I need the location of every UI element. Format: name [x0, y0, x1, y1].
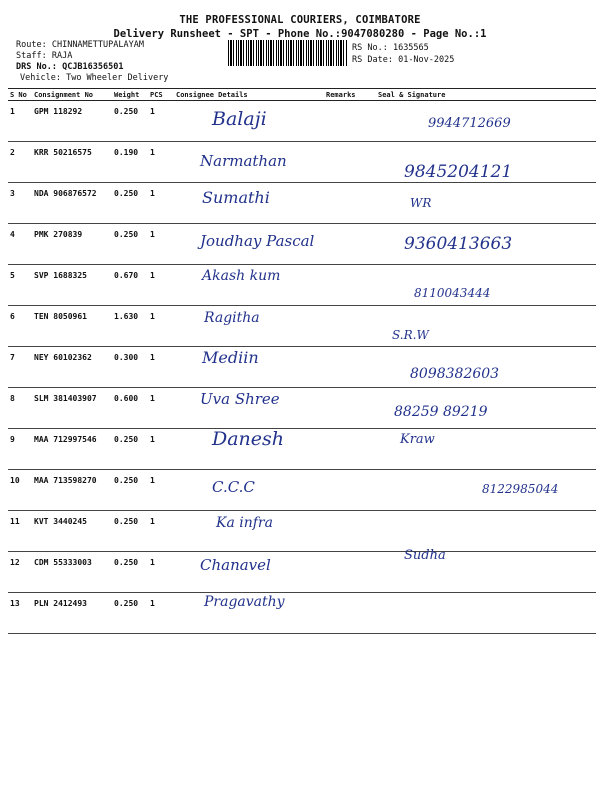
table-row — [8, 470, 596, 511]
barcode — [228, 40, 348, 66]
sno-cell: 3 — [8, 183, 32, 224]
table-row — [8, 101, 596, 142]
table-row — [8, 306, 596, 347]
pcs-cell: 1 — [148, 224, 174, 265]
remarks-cell — [324, 429, 376, 470]
pcs-cell: 1 — [148, 347, 174, 388]
consignee-handwriting: Pragavathy — [204, 594, 285, 610]
remarks-cell — [324, 265, 376, 306]
signature-cell — [376, 265, 596, 306]
signature-cell — [376, 470, 596, 511]
consignee-cell — [174, 593, 324, 634]
route-value: CHINNAMETTUPALAYAM — [51, 40, 144, 50]
table-row — [8, 388, 596, 429]
consignee-handwriting: Ragitha — [204, 310, 260, 326]
consignee-cell — [174, 224, 324, 265]
remarks-cell — [324, 593, 376, 634]
consignee-cell — [174, 265, 324, 306]
consignee-handwriting: Chanavel — [200, 556, 271, 574]
weight-cell: 0.670 — [112, 265, 148, 306]
table-row — [8, 552, 596, 593]
weight-cell: 0.250 — [112, 593, 148, 634]
weight-cell: 0.190 — [112, 142, 148, 183]
table-row — [8, 265, 596, 306]
vehicle-line — [20, 73, 168, 83]
runsheet-title: Delivery Runsheet - SPT - Phone No.:9047080280 - Page No.:1 — [113, 28, 487, 40]
consignment-cell: MAA 712997546 — [32, 429, 112, 470]
consignment-cell: KVT 3440245 — [32, 511, 112, 552]
table-row — [8, 142, 596, 183]
consignee-cell — [174, 388, 324, 429]
pcs-cell: 1 — [148, 593, 174, 634]
table-row — [8, 511, 596, 552]
weight-cell: 0.250 — [112, 224, 148, 265]
table-header — [8, 89, 596, 101]
remarks-cell — [324, 347, 376, 388]
route-line — [16, 40, 144, 50]
weight-cell: 0.250 — [112, 511, 148, 552]
signature-cell — [376, 511, 596, 552]
consignee-handwriting: Balaji — [212, 108, 267, 130]
consignment-cell: GPM 118292 — [32, 101, 112, 142]
rs-no-value: 1635565 — [392, 43, 429, 53]
consignment-cell: NEY 60102362 — [32, 347, 112, 388]
col-sno: S No — [8, 89, 32, 101]
signature-cell — [376, 388, 596, 429]
consignment-cell: KRR 50216575 — [32, 142, 112, 183]
remarks-cell — [324, 552, 376, 593]
sno-cell: 1 — [8, 101, 32, 142]
sno-cell: 5 — [8, 265, 32, 306]
drs-line — [16, 62, 124, 72]
signature-cell — [376, 101, 596, 142]
consignee-cell — [174, 552, 324, 593]
consignee-handwriting: Joudhay Pascal — [200, 232, 315, 250]
weight-cell: 0.600 — [112, 388, 148, 429]
rs-date-label: RS Date: — [352, 55, 393, 65]
sno-cell: 2 — [8, 142, 32, 183]
consignee-handwriting: Mediin — [202, 348, 259, 367]
signature-handwriting: 8098382603 — [410, 366, 500, 382]
signature-cell — [376, 224, 596, 265]
consignee-handwriting: Narmathan — [200, 152, 287, 170]
signature-cell — [376, 306, 596, 347]
signature-handwriting: 8110043444 — [414, 286, 491, 300]
consignment-cell: PMK 270839 — [32, 224, 112, 265]
consignment-cell: MAA 713598270 — [32, 470, 112, 511]
col-pcs: PCS — [148, 89, 174, 101]
weight-cell: 0.300 — [112, 347, 148, 388]
weight-cell: 1.630 — [112, 306, 148, 347]
weight-cell: 0.250 — [112, 183, 148, 224]
remarks-cell — [324, 388, 376, 429]
vehicle-label: Vehicle: — [20, 73, 61, 83]
consignee-handwriting: Ka infra — [216, 515, 273, 531]
route-label: Route: — [16, 40, 47, 50]
signature-handwriting: 9845204121 — [404, 162, 513, 182]
signature-handwriting: 9944712669 — [428, 116, 511, 131]
remarks-cell — [324, 224, 376, 265]
col-weight: Weight — [112, 89, 148, 101]
table-body — [8, 101, 596, 634]
sno-cell: 12 — [8, 552, 32, 593]
signature-cell — [376, 142, 596, 183]
remarks-cell — [324, 142, 376, 183]
sno-cell: 11 — [8, 511, 32, 552]
table-row — [8, 429, 596, 470]
weight-cell: 0.250 — [112, 101, 148, 142]
signature-cell — [376, 347, 596, 388]
signature-handwriting: 88259 89219 — [394, 404, 488, 420]
remarks-cell — [324, 511, 376, 552]
signature-handwriting: Kraw — [400, 432, 435, 447]
signature-handwriting: Sudha — [404, 548, 446, 563]
sno-cell: 10 — [8, 470, 32, 511]
delivery-table — [8, 88, 596, 634]
drs-label: DRS No.: — [16, 62, 57, 72]
signature-cell — [376, 183, 596, 224]
sno-cell: 8 — [8, 388, 32, 429]
remarks-cell — [324, 470, 376, 511]
weight-cell: 0.250 — [112, 429, 148, 470]
sno-cell: 6 — [8, 306, 32, 347]
pcs-cell: 1 — [148, 265, 174, 306]
table-row — [8, 224, 596, 265]
col-consignment: Consignment No — [32, 89, 112, 101]
sno-cell: 13 — [8, 593, 32, 634]
pcs-cell: 1 — [148, 429, 174, 470]
consignee-cell — [174, 101, 324, 142]
pcs-cell: 1 — [148, 552, 174, 593]
consignee-handwriting: Uva Shree — [200, 390, 280, 408]
remarks-cell — [324, 306, 376, 347]
consignee-handwriting: Danesh — [212, 428, 285, 450]
consignee-cell — [174, 511, 324, 552]
remarks-cell — [324, 183, 376, 224]
rs-no-label: RS No.: — [352, 43, 388, 53]
consignee-handwriting: Sumathi — [202, 188, 270, 207]
pcs-cell: 1 — [148, 470, 174, 511]
signature-handwriting: WR — [410, 196, 432, 210]
consignee-cell — [174, 470, 324, 511]
remarks-cell — [324, 101, 376, 142]
consignee-handwriting: Akash kum — [202, 268, 281, 284]
sno-cell: 9 — [8, 429, 32, 470]
pcs-cell: 1 — [148, 511, 174, 552]
signature-handwriting: S.R.W — [392, 328, 429, 342]
pcs-cell: 1 — [148, 142, 174, 183]
staff-line — [16, 51, 72, 61]
staff-label: Staff: — [16, 51, 47, 61]
rs-date-value: 01-Nov-2025 — [398, 55, 455, 65]
consignment-cell: SLM 381403907 — [32, 388, 112, 429]
consignee-handwriting: C.C.C — [212, 478, 255, 496]
pcs-cell: 1 — [148, 306, 174, 347]
consignment-cell: NDA 906876572 — [32, 183, 112, 224]
consignee-cell — [174, 142, 324, 183]
signature-cell — [376, 593, 596, 634]
pcs-cell: 1 — [148, 101, 174, 142]
consignee-cell — [174, 183, 324, 224]
rs-info — [352, 42, 454, 66]
signature-cell — [376, 552, 596, 593]
consignment-cell: SVP 1688325 — [32, 265, 112, 306]
sno-cell: 4 — [8, 224, 32, 265]
col-consignee: Consignee Details — [174, 89, 324, 101]
table-row — [8, 347, 596, 388]
drs-value: QCJB16356501 — [62, 62, 124, 72]
signature-handwriting: 8122985044 — [482, 482, 559, 496]
consignee-cell — [174, 429, 324, 470]
col-remarks: Remarks — [324, 89, 376, 101]
col-signature: Seal & Signature — [376, 89, 596, 101]
consignment-cell: CDM 55333003 — [32, 552, 112, 593]
pcs-cell: 1 — [148, 388, 174, 429]
vehicle-value: Two Wheeler Delivery — [66, 73, 169, 83]
consignee-cell — [174, 347, 324, 388]
staff-value: RAJA — [51, 51, 73, 61]
table-row — [8, 593, 596, 634]
consignment-cell: TEN 8050961 — [32, 306, 112, 347]
pcs-cell: 1 — [148, 183, 174, 224]
table-row — [8, 183, 596, 224]
weight-cell: 0.250 — [112, 552, 148, 593]
consignee-cell — [174, 306, 324, 347]
signature-cell — [376, 429, 596, 470]
company-title: THE PROFESSIONAL COURIERS, COIMBATORE — [179, 14, 421, 26]
sno-cell: 7 — [8, 347, 32, 388]
signature-handwriting: 9360413663 — [404, 234, 513, 254]
weight-cell: 0.250 — [112, 470, 148, 511]
consignment-cell: PLN 2412493 — [32, 593, 112, 634]
